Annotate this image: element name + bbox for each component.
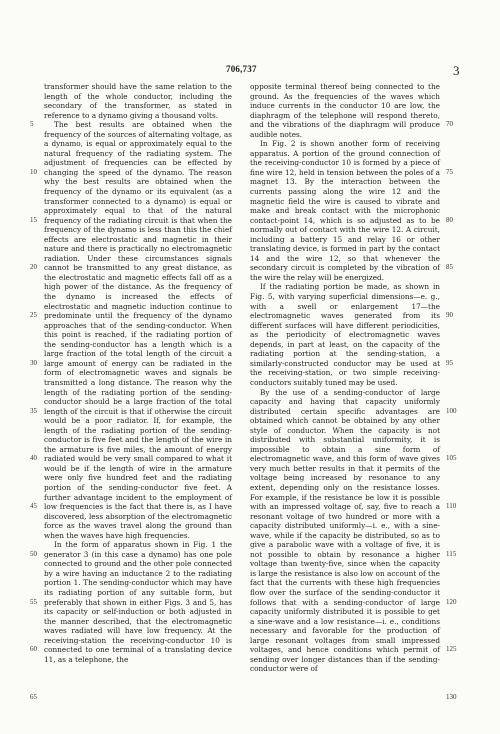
line-number: 35 [30, 406, 37, 415]
line-number: 50 [30, 549, 37, 558]
line-number: 100 [446, 406, 457, 415]
line-number: 125 [446, 645, 457, 654]
left-paragraph-3: In the form of apparatus shown in Fig. 1 the generator 3 (in this case a dynamo) has one pole connected to ground and the other pole connected by a wire having an inductance 2 to the radiating portion 1. The sending-conductor which may have its radiating portion of any suitable form, but preferably that shown in either Figs. 3 and 5, has its capacity or self-induction or both adjusted in the manner described, that the electromagnetic waves radiated will have low frequency. At the receiving-station the receiving-conductor 10 is connected to one terminal of a translating device 11, as a telephone, the [44, 540, 232, 664]
line-number: 55 [30, 597, 37, 606]
line-number: 20 [30, 263, 37, 272]
line-number: 105 [446, 454, 457, 463]
line-number: 85 [446, 263, 453, 272]
line-number: 30 [30, 358, 37, 367]
line-number: 5 [30, 120, 34, 129]
line-number: 40 [30, 454, 37, 463]
line-number: 65 [30, 693, 37, 702]
line-number: 70 [446, 120, 453, 129]
patent-number: 706,737 [226, 64, 257, 74]
line-number: 60 [30, 645, 37, 654]
right-column [250, 82, 440, 674]
left-paragraph-1: transformer should have the same relation to the length of the whole conductor, including the secondary of the transformer, as stated in reference to a dynamo giving a thousand volts. [44, 82, 232, 120]
left-column [44, 82, 232, 664]
right-paragraph-1: opposite terminal thereof being connected to the ground. As the frequencies of the waves which induce currents in the conductor 10 are low, the diaphragm of the telephone will respond thereto, and the vibrations of the diaphragm will produce audible notes. [250, 82, 440, 139]
line-number: 15 [30, 215, 37, 224]
right-paragraph-4: By the use of a sending-conductor of large capacity and having that capacity uniformly distributed certain specific advantages are obtained which cannot be obtained by any other style of conductor. When the capacity is not distributed with substantial uniformity, it is impossible to obtain a sine form of electromagnetic wave, and this form of wave gives very much better results in that it permits of the voltage being increased by resonance to any extent, depending only on the resistance losses. For example, if the resistance be low it is possible with an impressed voltage of, say, five to reach a resonant voltage of two hundred or more with a capacity distributed uniformly—i. e., with a sine-wave, while if the capacity be distributed, so as to give a parabolic wave with a voltage of five, it is not possible to obtain by resonance a higher voltage than twenty-five, since when the capacity is large the resistance is also low on account of the fact that the currents with these high frequencies flow over the surface of the sending-conductor it follows that with a sending-conductor of large capacity uniformly distributed it is possible to get a sine-wave and a low resistance—i. e., conditions necessary and favorable for the production of large resonant voltages from small impressed voltages, and hence conditions which permit of sending over longer distances than if the sending-conductor were of [250, 387, 440, 674]
line-number: 90 [446, 311, 453, 320]
right-paragraph-3: If the radiating portion be made, as shown in Fig. 5, with varying superficial dimensions—e. g., with a swell or enlargement 17—the electromagnetic waves generated from its different surfaces will have different periodicities, as the periodicity of electromagnetic waves depends, in part at least, on the capacity of the radiating portion at the sending-station, a similarly-constructed conductor may be used at the receiving-station, or two simple receiving-conductors suitably tuned may be used. [250, 282, 440, 387]
left-paragraph-2: The best results are obtained when the frequency of the sources of alternating voltage, as a dynamo, is equal or approximately equal to the natural frequency of the radiating system. The adjustment of frequencies can be effected by changing the speed of the dynamo. The reason why the best results are obtained when the frequency of the dynamo or its equivalent (as a transformer connected to a dynamo) is equal or approximately equal to that of the natural frequency of the radiating circuit is that when the frequency of the dynamo is less than this the chief effects are electrostatic and magnetic in their nature and there is practically no electromagnetic radiation. Under these circumstances signals cannot be transmitted to any great distance, as the electrostatic and magnetic effects fall off as a high power of the distance. As the frequency of the dynamo is increased the effects of electrostatic and magnetic induction continue to predominate until the frequency of the dynamo approaches that of the sending-conductor. When this point is reached, if the radiating portion of the sending-conductor has a length which is a large fraction of the total length of the circuit a large amount of energy can be radiated in the form of electromagnetic waves and signals be transmitted a long distance. The reason why the length of the radiating portion of the sending-conductor should be a large fraction of the total length of the circuit is that if otherwise the circuit would be a poor radiator. If, for example, the length of the radiating portion of the sending-conductor is five feet and the length of the wire in the armature is five miles, the amount of energy radiated would be very small compared to what it would be if the length of wire in the armature were only five hundred feet and the radiating portion of the sending-conductor five feet. A further advantage incident to the employment of low frequencies is the fact that there is, as I have discovered, less absorption of the electromagnetic force as the waves travel along the ground than when the waves have high frequencies. [44, 120, 232, 540]
line-number: 75 [446, 167, 453, 176]
line-number: 45 [30, 502, 37, 511]
line-number: 95 [446, 358, 453, 367]
right-paragraph-2: In Fig. 2 is shown another form of receiving apparatus. A portion of the ground connection of the receiving-conductor 10 is formed by a piece of fine wire 12, held in tension between the poles of a magnet 13. By the interaction between the currents passing along the wire 12 and the magnetic field the wire is caused to vibrate and make and break contact with the microphonic contact-point 14, which is so adjusted as to be normally out of contact with the wire 12. A circuit, including a battery 15 and relay 16 or other translating device, is formed in part by the contact 14 and the wire 12, so that whenever the secondary circuit is completed by the vibration of the wire the relay will be energized. [250, 139, 440, 282]
page-header [0, 64, 500, 78]
line-number: 110 [446, 502, 457, 511]
line-number: 120 [446, 597, 457, 606]
page-number: 3 [453, 63, 460, 78]
line-number: 130 [446, 693, 457, 702]
line-number: 80 [446, 215, 453, 224]
line-number: 25 [30, 311, 37, 320]
line-number: 115 [446, 549, 457, 558]
line-number: 10 [30, 167, 37, 176]
